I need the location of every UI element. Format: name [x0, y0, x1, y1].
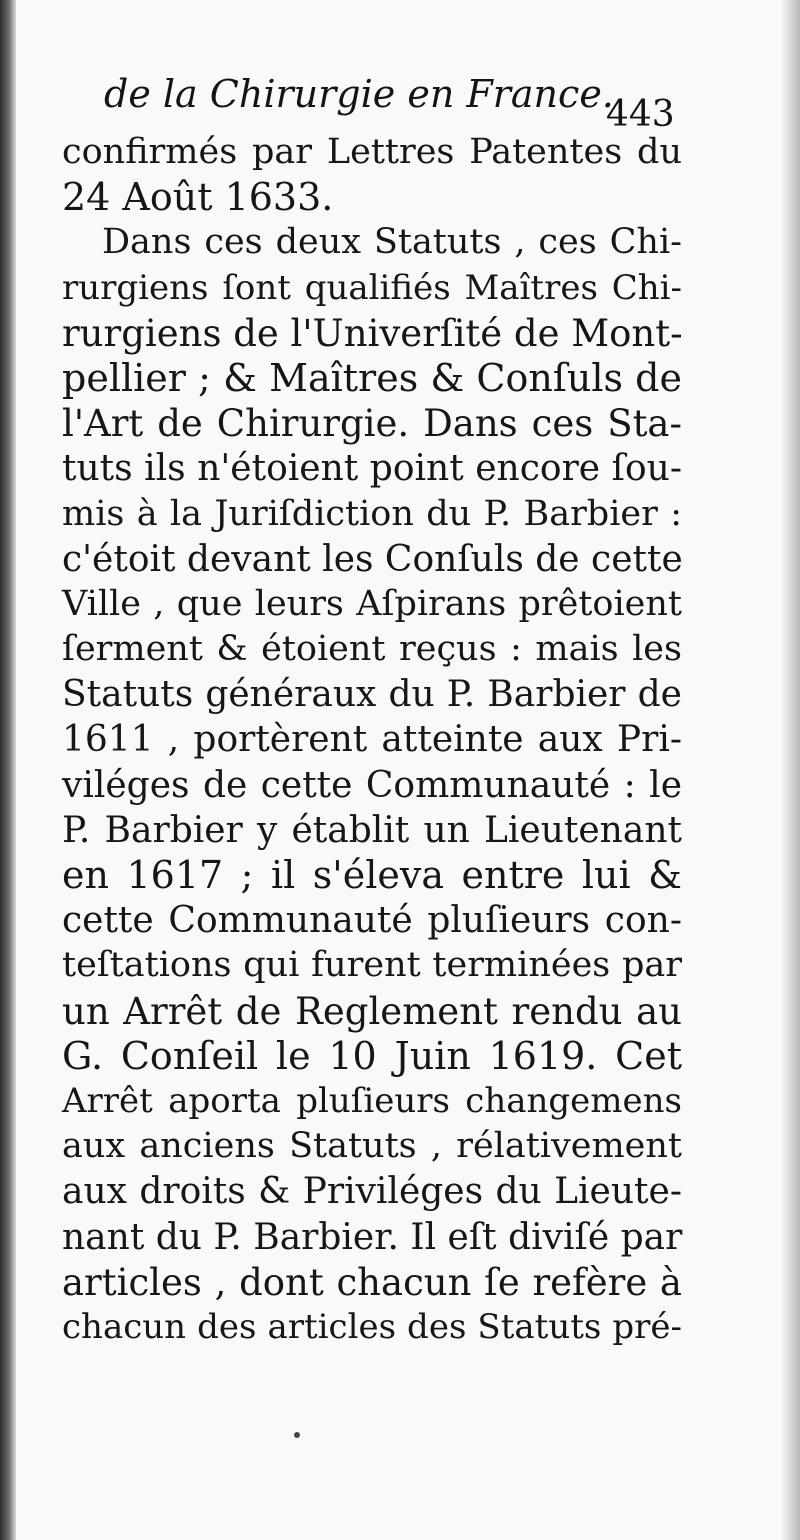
text-line: P. Barbier y établit un Lieutenant: [62, 809, 682, 851]
running-head: de la Chirurgie en France.: [104, 72, 614, 116]
text-line: aux anciens Statuts , rélativement: [62, 1126, 682, 1167]
text-line: 24 Août 1633.: [62, 175, 334, 220]
text-line: Ville , que leurs Aſpirans prêtoient: [62, 583, 682, 624]
page-number: 443: [606, 94, 675, 135]
text-line: rurgiens ſont qualifiés Maîtres Chi-: [62, 267, 682, 308]
text-line: l'Art de Chirurgie. Dans ces Sta-: [62, 402, 682, 446]
text-line: rurgiens de l'Univerſité de Mont-: [62, 311, 683, 355]
text-line: confirmés par Lettres Patentes du: [62, 132, 682, 172]
text-line: cette Communauté pluſieurs con-: [62, 900, 682, 942]
text-line: nant du P. Barbier. Il eſt diviſé par: [62, 1216, 683, 1258]
text-line: tuts ils n'étoient point encore ſou-: [62, 448, 682, 490]
text-line: articles , dont chacun ſe refère à: [62, 1260, 682, 1304]
scan-shadow-left: [0, 0, 16, 1540]
text-line: en 1617 ; il s'éleva entre lui &: [62, 853, 682, 897]
text-line: Statuts généraux du P. Barbier de: [62, 674, 682, 716]
text-line: Arrêt aporta pluſieurs changemens: [62, 1080, 682, 1121]
text-line: chacun des articles des Statuts pré-: [62, 1306, 682, 1347]
text-line: viléges de cette Communauté : le: [62, 764, 682, 806]
text-line: pellier ; & Maîtres & Conſuls de: [62, 355, 682, 400]
book-page: [16, 0, 778, 1540]
body-text: [62, 130, 682, 1350]
text-line: Dans ces deux Statuts , ces Chi-: [102, 222, 682, 263]
text-line: G. Conſeil le 10 Juin 1619. Cet: [62, 1033, 682, 1078]
text-line: un Arrêt de Reglement rendu au: [62, 989, 682, 1033]
scan-edge-right: [778, 0, 800, 1540]
text-line: mis à la Juriſdiction du P. Barbier :: [62, 493, 682, 534]
text-line: 1611 , portèrent atteinte aux Pri-: [62, 719, 682, 761]
text-line: c'étoit devant les Conſuls de cette: [62, 538, 683, 580]
text-line: ſerment & étoient reçus : mais les: [62, 629, 682, 670]
ink-speck: [294, 1432, 300, 1438]
text-line: teſtations qui furent terminées par: [62, 945, 682, 986]
text-line: aux droits & Priviléges du Lieute-: [62, 1171, 682, 1213]
